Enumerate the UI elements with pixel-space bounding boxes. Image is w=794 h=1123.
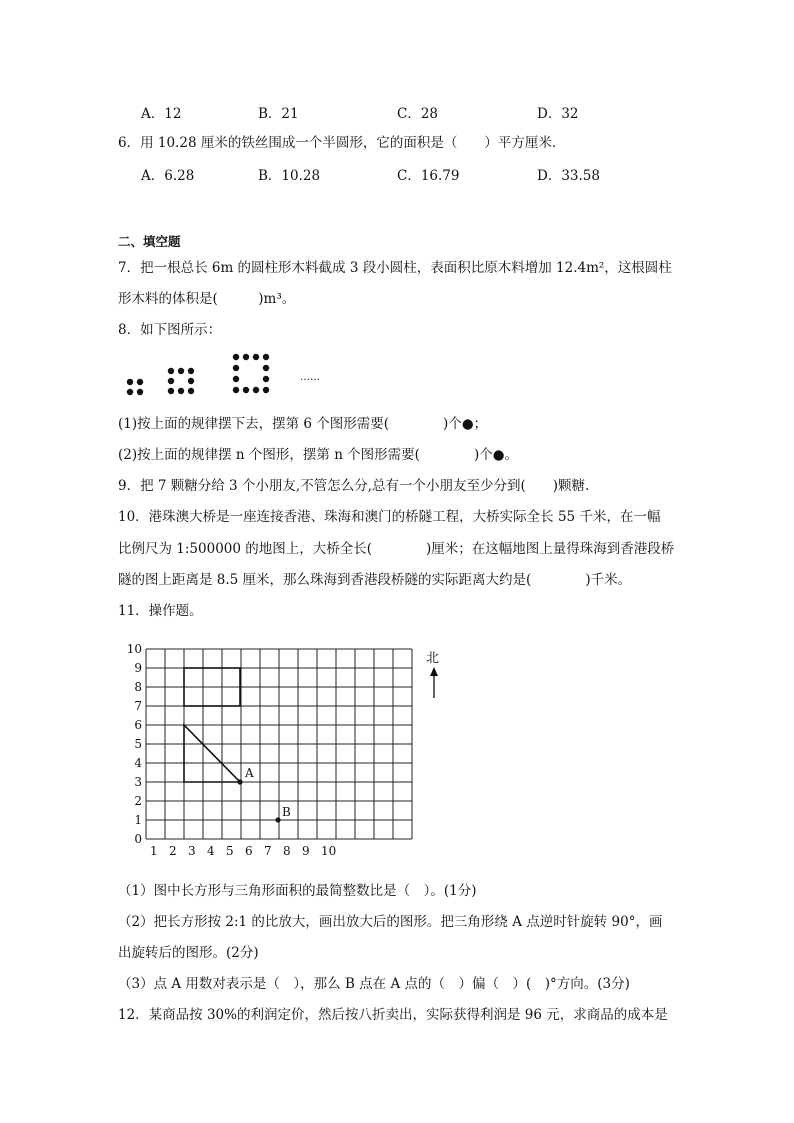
y-tick-label: 2 xyxy=(134,794,142,808)
q11-stem: 11．操作题。 xyxy=(118,603,203,619)
q9-text: 9．把 7 颗糖分给 3 个小朋友,不管怎么分,总有一个小朋友至少分到( )颗糖. xyxy=(118,478,590,494)
north-label: 北 xyxy=(426,651,440,666)
dot-pattern-figure xyxy=(120,350,330,400)
x-tick-label: 1 xyxy=(150,844,158,858)
q10-line2: 比例尺为 1:500000 的地图上，大桥全长( )厘米；在这幅地图上量得珠海到香港段桥 xyxy=(118,541,675,557)
y-axis-labels xyxy=(127,642,143,846)
dot-pattern-ellipsis: …… xyxy=(300,372,320,383)
q11-sub3: （3）点 A 用数对表示是（ ），那么 B 点在 A 点的（ ）偏（ ）( )°方向。(3分) xyxy=(118,976,630,992)
north-arrowhead-icon xyxy=(430,667,438,676)
y-tick-label: 4 xyxy=(134,756,142,770)
dot-pattern-3 xyxy=(233,354,269,393)
x-axis-labels xyxy=(150,844,336,858)
y-tick-label: 5 xyxy=(134,737,142,751)
y-tick-label: 3 xyxy=(134,775,142,789)
y-tick-label: 7 xyxy=(134,699,142,713)
q8-stem: 8．如下图所示： xyxy=(118,322,222,338)
y-tick-label: 10 xyxy=(126,642,142,656)
q5-option-c: C．28 xyxy=(397,106,439,122)
q5-option-a: A．12 xyxy=(141,106,182,122)
q7-line1: 7．把一根总长 6m 的圆柱形木料截成 3 段小圆柱，表面积比原木料增加 12.4m²，这根圆柱 xyxy=(118,260,672,276)
q5-option-b: B．21 xyxy=(258,106,299,122)
q11-sub2-line2: 出旋转后的图形。(2分) xyxy=(118,945,259,961)
point-a-label: A xyxy=(245,766,254,780)
section-title: 二、填空题 xyxy=(118,234,181,249)
q8-sub1: (1)按上面的规律摆下去，摆第 6 个图形需要( )个●； xyxy=(118,416,488,432)
coordinate-grid-figure xyxy=(125,640,455,865)
x-tick-label: 4 xyxy=(207,844,215,858)
q10-line1: 10．港珠澳大桥是一座连接香港、珠海和澳门的桥隧工程，大桥实际全长 55 千米，在一幅 xyxy=(118,509,661,525)
q11-sub1: （1）图中长方形与三角形面积的最简整数比是（ ）。(1分) xyxy=(118,883,477,899)
y-tick-label: 1 xyxy=(134,813,142,827)
dot-pattern-2 xyxy=(168,368,194,394)
q12-text: 12．某商品按 30%的利润定价，然后按八折卖出，实际获得利润是 96 元，求商品的成本是 xyxy=(118,1007,668,1023)
q7-line2: 形木料的体积是( )m³。 xyxy=(118,291,296,307)
x-tick-label: 9 xyxy=(302,844,310,858)
triangle-shape xyxy=(184,725,240,782)
x-tick-label: 3 xyxy=(188,844,196,858)
q11-sub2-line1: （2）把长方形按 2:1 的比放大，画出放大后的图形。把三角形绕 A 点逆时针旋转 90°，画 xyxy=(118,914,663,930)
y-tick-label: 6 xyxy=(134,718,142,732)
q6-stem: 6．用 10.28 厘米的铁丝围成一个半圆形，它的面积是（ ）平方厘米． xyxy=(118,135,566,151)
y-tick-label: 9 xyxy=(134,661,142,675)
point-b-label: B xyxy=(282,805,291,819)
q6-option-a: A．6.28 xyxy=(141,168,195,184)
y-tick-label: 8 xyxy=(134,680,142,694)
x-tick-label: 7 xyxy=(264,844,272,858)
x-tick-label: 5 xyxy=(226,844,234,858)
grid-lines xyxy=(146,649,412,839)
point-b-dot xyxy=(275,817,280,822)
q10-line3: 隧的图上距离是 8.5 厘米，那么珠海到香港段桥隧的实际距离大约是( )千米。 xyxy=(118,572,632,588)
x-tick-label: 10 xyxy=(321,844,337,858)
q6-option-d: D．33.58 xyxy=(537,168,600,184)
point-a-dot xyxy=(237,779,242,784)
q5-option-d: D．32 xyxy=(537,106,579,122)
x-tick-label: 6 xyxy=(245,844,253,858)
y-tick-label: 0 xyxy=(134,832,142,846)
q6-option-c: C．16.79 xyxy=(397,168,460,184)
dot-pattern-1 xyxy=(127,379,143,395)
x-tick-label: 2 xyxy=(169,844,177,858)
q6-option-b: B．10.28 xyxy=(258,168,321,184)
q8-sub2: (2)按上面的规律摆 n 个图形，摆第 n 个图形需要( )个●。 xyxy=(118,447,518,463)
x-tick-label: 8 xyxy=(283,844,291,858)
